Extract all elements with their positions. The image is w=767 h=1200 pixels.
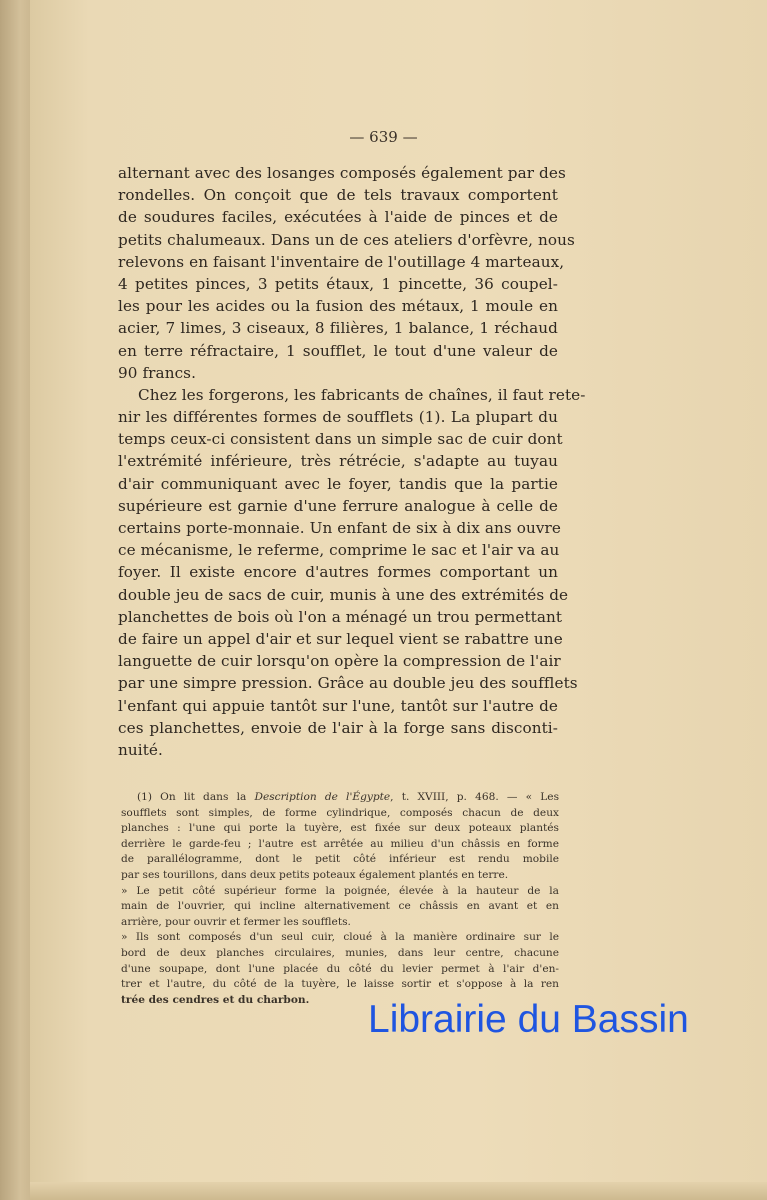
text-line: l'extrémité inférieure, très rétrécie, s'adapte au tuyau: [118, 452, 558, 471]
text-line: de soudures faciles, exécutées à l'aide de pinces et de: [118, 208, 558, 227]
text-line: languette de cuir lorsqu'on opère la compression de l'air: [118, 652, 561, 671]
text-line: 90 francs.: [118, 363, 196, 382]
page-number: — 639 —: [349, 128, 418, 146]
footnote-suffix: , t. XVIII, p. 468. — « Les: [390, 791, 560, 803]
footnote-line: de parallélogramme, dont le petit côté inférieur est rendu mobile: [121, 853, 559, 866]
footnote-line: arrière, pour ouvrir et fermer les soufflets.: [121, 915, 351, 928]
text-line: par une simpre pression. Grâce au double jeu des soufflets: [118, 674, 578, 693]
text-line: ces planchettes, envoie de l'air à la forge sans disconti-: [118, 718, 558, 737]
facing-page-edge: [0, 0, 34, 1200]
text-line: ce mécanisme, le referme, comprime le sac et l'air va au: [118, 541, 560, 560]
text-line: Chez les forgerons, les fabricants de chaînes, il faut rete-: [138, 385, 586, 404]
footnote-line: » Ils sont composés d'un seul cuir, cloué à la manière ordinaire sur le: [121, 931, 559, 944]
footnote-line: derrière le garde-feu ; l'autre est arrêtée au milieu d'un châssis en forme: [121, 837, 559, 850]
text-line: foyer. Il existe encore d'autres formes comportant un: [118, 563, 558, 582]
footnote-line: soufflets sont simples, de forme cylindrique, composés chacun de deux: [121, 806, 559, 819]
footnote: [121, 790, 560, 1008]
text-line: certains porte-monnaie. Un enfant de six à dix ans ouvre: [118, 519, 561, 537]
text-line: l'enfant qui appuie tantôt sur l'une, tantôt sur l'autre de: [118, 696, 558, 715]
footnote-line: bord de deux planches circulaires, munies, dans leur centre, chacune: [121, 946, 559, 959]
text-line: alternant avec des losanges composés également par des: [118, 164, 566, 182]
footnote-title: Description de l'Égypte: [254, 791, 391, 803]
text-line: les pour les acides ou la fusion des métaux, 1 moule en: [118, 297, 558, 316]
text-line: rondelles. On conçoit que de tels travaux comportent: [118, 186, 558, 205]
footnote-line: trée des cendres et du charbon.: [121, 993, 310, 1006]
footnote-line: » Le petit côté supérieur forme la poignée, élevée à la hauteur de la: [121, 884, 559, 897]
body-text: [118, 162, 586, 761]
text-line: double jeu de sacs de cuir, munis à une des extrémités de: [118, 585, 569, 604]
text-line: supérieure est garnie d'une ferrure analogue à celle de: [118, 496, 558, 515]
text-line: nuité.: [118, 740, 163, 759]
text-line: 4 petites pinces, 3 petits étaux, 1 pincette, 36 coupel-: [118, 274, 558, 293]
text-line: petits chalumeaux. Dans un de ces ateliers d'orfèvre, nous: [118, 230, 575, 249]
footnote-prefix: (1) On lit dans la: [137, 791, 255, 803]
footnote-line: main de l'ouvrier, qui incline alternativement ce châssis en avant et en: [121, 900, 559, 913]
text-line: de faire un appel d'air et sur lequel vient se rabattre une: [118, 629, 563, 648]
page-bottom-edge: [30, 1182, 767, 1200]
text-line: acier, 7 limes, 3 ciseaux, 8 filières, 1 balance, 1 réchaud: [118, 319, 558, 338]
text-line: temps ceux-ci consistent dans un simple sac de cuir dont: [118, 430, 563, 449]
text-line: nir les différentes formes de soufflets (1). La plupart du: [118, 408, 558, 427]
text-line: d'air communiquant avec le foyer, tandis que la partie: [118, 474, 558, 493]
footnote-line: trer et l'autre, du côté de la tuyère, le laisse sortir et s'oppose à la ren: [121, 978, 559, 991]
watermark: Librairie du Bassin: [368, 998, 689, 1041]
footnote-line: d'une soupape, dont l'une placée du côté du levier permet à l'air d'en-: [121, 962, 559, 975]
footnote-line: planches : l'une qui porte la tuyère, est fixée sur deux poteaux plantés: [121, 822, 559, 835]
text-line: en terre réfractaire, 1 soufflet, le tout d'une valeur de: [118, 341, 558, 360]
text-line: relevons en faisant l'inventaire de l'outillage 4 marteaux,: [118, 252, 565, 271]
text-line: planchettes de bois où l'on a ménagé un trou permettant: [118, 607, 563, 626]
footnote-line: [137, 790, 559, 806]
footnote-line: par ses tourillons, dans deux petits poteaux également plantés en terre.: [121, 868, 509, 881]
